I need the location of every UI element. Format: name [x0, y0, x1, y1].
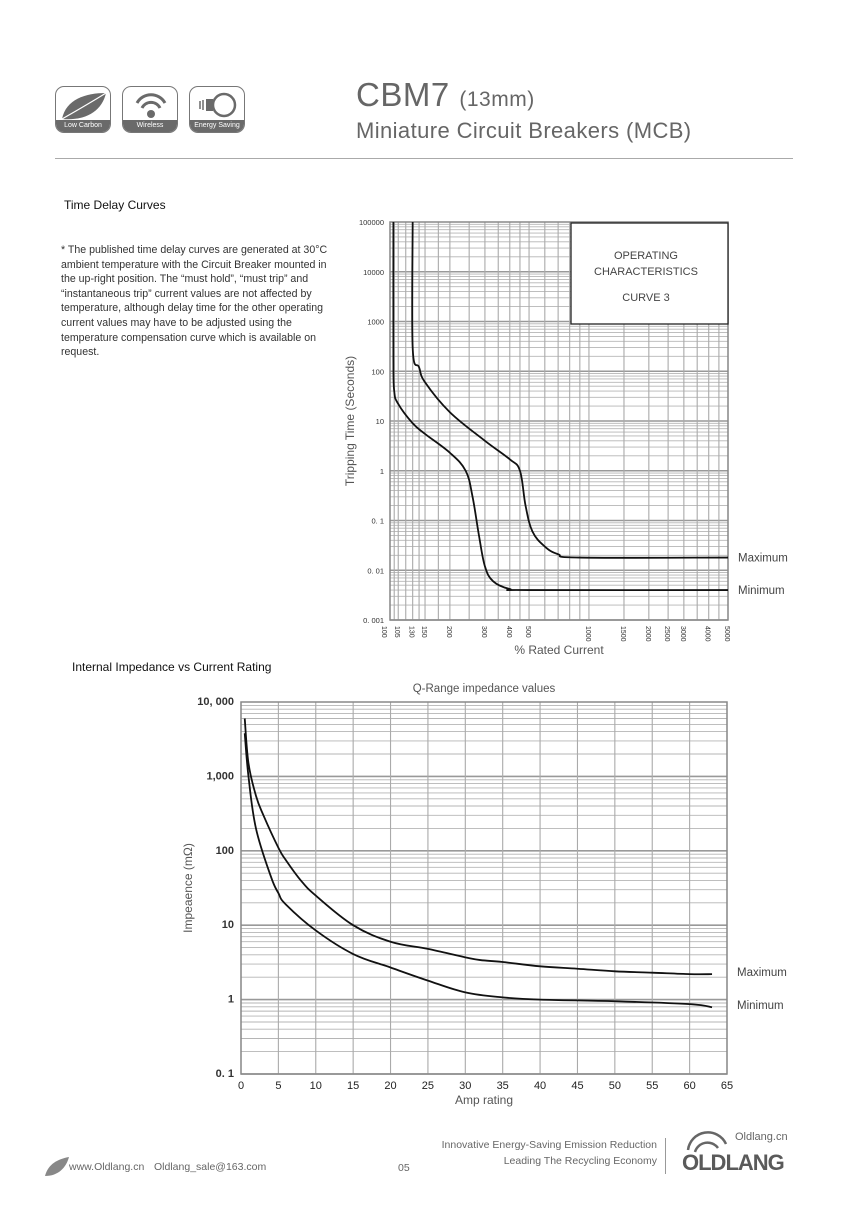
x-tick-label: 5000 [723, 626, 730, 642]
model-size: (13mm) [459, 88, 535, 111]
bulb-icon [190, 87, 245, 123]
x-tick-label: 100 [380, 626, 387, 638]
footer-slogan-1: Innovative Energy-Saving Emission Reduction [441, 1139, 657, 1151]
svg-text:OLDLANG: OLDLANG [682, 1150, 784, 1174]
box-text: CHARACTERISTICS [594, 266, 698, 278]
plot-frame [241, 702, 727, 1074]
page-subtitle: Miniature Circuit Breakers (MCB) [356, 118, 692, 143]
x-tick-label: 4000 [703, 626, 711, 642]
x-tick-label: 400 [504, 626, 512, 638]
x-tick-label: 20 [384, 1080, 397, 1092]
footer-slogan-2: Leading The Recycling Economy [503, 1155, 657, 1167]
x-tick-label: 200 [444, 626, 452, 638]
series-line-minimum [245, 733, 712, 1007]
x-tick-label: 105 [393, 626, 401, 638]
y-tick-label: 0. 1 [215, 1068, 234, 1080]
y-tick-label: 100 [215, 844, 234, 857]
y-tick-label: 100000 [358, 218, 384, 227]
footer-email[interactable]: Oldlang_sale@163.com [154, 1161, 267, 1173]
footer-website[interactable]: www.Oldlang.cn [69, 1161, 145, 1173]
x-tick-label: 300 [479, 626, 487, 638]
legend-label-maximum: Maximum [738, 552, 788, 565]
low-carbon-badge [55, 86, 111, 133]
x-tick-label: 40 [533, 1080, 547, 1092]
y-tick-label: 0. 001 [363, 616, 384, 625]
box-text: CURVE 3 [622, 292, 670, 304]
y-axis-label: Impeaence (mΩ) [181, 843, 195, 933]
x-tick-label: 15 [347, 1080, 360, 1092]
x-tick-label: 2000 [643, 626, 651, 642]
x-tick-label: 65 [720, 1080, 734, 1092]
x-tick-label: 2500 [663, 626, 671, 642]
chart-title: Q-Range impedance values [412, 683, 556, 695]
y-tick-label: 100 [371, 367, 384, 377]
section-title-impedance: Internal Impedance vs Current Rating [72, 660, 272, 674]
y-tick-label: 1,000 [206, 770, 234, 783]
x-tick-label: 50 [608, 1080, 621, 1092]
x-tick-label: 10 [309, 1080, 322, 1092]
brand-logo [678, 1124, 798, 1174]
x-tick-label: 5 [275, 1080, 282, 1092]
model-name: CBM7 [356, 76, 450, 113]
y-tick-label: 10 [375, 417, 384, 426]
legend-label-minimum: Minimum [738, 585, 785, 598]
leaf-icon [44, 1156, 70, 1178]
y-axis-label: Tripping Time (Seconds) [343, 355, 357, 487]
y-tick-label: 10 [221, 919, 234, 932]
y-tick-label: 1 [379, 466, 384, 476]
badge-label: Low Carbon [56, 120, 110, 132]
page-number: 05 [398, 1162, 410, 1174]
x-tick-label: 3000 [678, 626, 686, 642]
header-divider [55, 158, 793, 159]
x-tick-label: 60 [683, 1080, 696, 1092]
x-tick-label: 55 [646, 1080, 659, 1092]
x-tick-label: 1000 [583, 626, 591, 642]
series-line-maximum [245, 719, 712, 975]
section-title-time-delay: Time Delay Curves [64, 198, 166, 212]
legend-label-minimum: Minimum [737, 1000, 784, 1013]
x-tick-label: 130 [407, 626, 415, 638]
x-tick-label: 45 [571, 1080, 584, 1092]
x-tick-label: 35 [496, 1080, 509, 1092]
x-tick-label: 1500 [618, 626, 626, 642]
logo-text: Oldlang.cn [735, 1131, 788, 1143]
x-tick-label: 150 [420, 626, 428, 638]
x-tick-label: 30 [459, 1080, 472, 1092]
time-delay-chart [340, 210, 800, 660]
impedance-chart [170, 675, 800, 1115]
y-tick-label: 0. 01 [367, 566, 384, 576]
wireless-icon [123, 87, 178, 123]
x-tick-label: 0 [237, 1080, 245, 1092]
badge-label: Wireless [123, 120, 177, 132]
y-tick-label: 10000 [363, 267, 384, 277]
footer-divider [665, 1138, 666, 1174]
x-tick-label: 500 [524, 626, 532, 638]
time-delay-note: * The published time delay curves are generated at 30°C ambient temperature with the Circuit Breaker mounted in the up-right position. The “must hold”, “must trip” and “instantaneous trip” current values are not affected by temperature, although delay time for the other operating current values may have to be adjusted using the temperature compensation curve which is available on request. [61, 244, 328, 359]
y-tick-label: 1000 [367, 317, 384, 327]
x-axis-label: % Rated Current [514, 643, 604, 657]
wireless-badge [122, 86, 178, 133]
x-tick-label: 25 [421, 1080, 435, 1092]
energy-saving-badge [189, 86, 245, 133]
y-tick-label: 10, 000 [197, 696, 234, 708]
legend-label-maximum: Maximum [737, 967, 787, 980]
x-axis-label: Amp rating [454, 1093, 514, 1107]
y-tick-label: 0. 1 [371, 516, 384, 526]
box-text: OPERATING [614, 250, 678, 262]
y-tick-label: 1 [227, 993, 234, 1006]
leaf-icon [56, 87, 111, 123]
page-title [356, 76, 535, 119]
badge-label: Energy Saving [190, 120, 244, 132]
